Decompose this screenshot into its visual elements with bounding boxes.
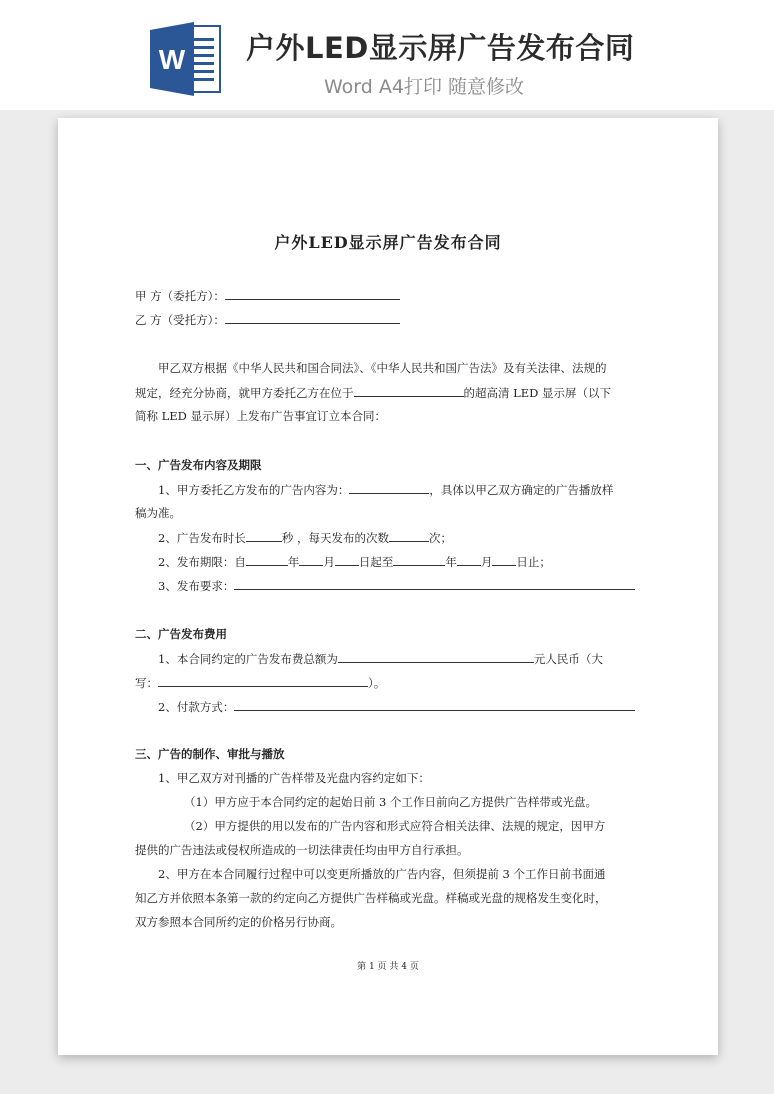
end-year-blank[interactable] — [393, 553, 445, 566]
times-blank[interactable] — [389, 529, 429, 542]
intro-line-2 — [135, 384, 611, 401]
duration-blank[interactable] — [246, 529, 282, 542]
s2-item1-close: ）。 — [368, 676, 386, 690]
s1-item3-month: 月 — [323, 555, 335, 569]
word-document-icon — [150, 22, 222, 96]
section-3-sub-2: （2）甲方提供的用以发布的广告内容和形式应符合相关法律、法规的规定，因甲方 — [184, 819, 606, 833]
fee-capital-blank[interactable] — [158, 674, 368, 687]
section-3-heading: 三、广告的制作、审批与播放 — [135, 747, 285, 761]
section-2-item-1 — [158, 650, 603, 667]
intro-line-2-text: 规定，经充分协商，就甲方委托乙方在位于 — [135, 386, 354, 400]
intro-line-3: 简称 LED 显示屏）上发布广告事宜订立本合同： — [135, 409, 387, 423]
start-month-blank[interactable] — [299, 553, 323, 566]
s2-item2-text: 2、付款方式： — [158, 700, 235, 714]
section-3-item-1: 1、甲乙双方对刊播的广告样带及光盘内容约定如下： — [158, 771, 430, 785]
section-3-item-2-cont-1: 知乙方并依照本条第一款的约定向乙方提供广告样稿或光盘。样稿或光盘的规格发生变化时， — [135, 891, 607, 905]
s1-item3-to: 日起至 — [358, 555, 394, 569]
ad-content-blank[interactable] — [349, 481, 429, 494]
s2-item1-tail: 元人民币（大 — [533, 652, 603, 666]
s1-item1-text: 1、甲方委托乙方发布的广告内容为： — [158, 483, 350, 497]
section-1-item-2 — [158, 529, 452, 546]
banner — [0, 0, 774, 110]
end-month-blank[interactable] — [457, 553, 481, 566]
end-day-blank[interactable] — [492, 553, 516, 566]
intro-line-1: 甲乙双方根据《中华人民共和国合同法》、《中华人民共和国广告法》及有关法律、法规的 — [158, 361, 607, 375]
word-icon-letter: W — [158, 44, 186, 75]
party-a-line — [135, 287, 400, 304]
intro-line-2-tail: 的超高清 LED 显示屏（以下 — [463, 386, 612, 400]
party-b-line — [135, 311, 400, 328]
section-2-item-2 — [158, 698, 635, 715]
section-3-item-2-cont-2: 双方参照本合同所约定的价格另行协商。 — [135, 915, 342, 929]
s2-item1-text: 1、本合同约定的广告发布费总额为 — [158, 652, 338, 666]
s1-item4-text: 3、发布要求： — [158, 579, 235, 593]
s1-item2-tail: 次； — [428, 531, 452, 545]
s1-item2-text: 2、广告发布时长 — [158, 531, 246, 545]
banner-subtitle: Word A4打印 随意修改 — [324, 76, 525, 98]
party-b-blank[interactable] — [225, 311, 400, 324]
s1-item3-text: 2、发布期限：自 — [158, 555, 246, 569]
section-1-item-3 — [158, 553, 551, 570]
page-footer: 第 1 页 共 4 页 — [357, 962, 419, 972]
section-3-sub-1: （1）甲方应于本合同约定的起始日前 3 个工作日前向乙方提供广告样带或光盘。 — [184, 795, 597, 809]
section-3-sub-2-cont: 提供的广告违法或侵权所造成的一切法律责任均由甲方自行承担。 — [135, 843, 469, 857]
party-a-label: 甲 方（委托方）： — [135, 289, 225, 303]
section-2-heading: 二、广告发布费用 — [135, 627, 227, 641]
section-3-item-2: 2、甲方在本合同履行过程中可以变更所播放的广告内容，但须提前 3 个工作日前书面通 — [158, 867, 606, 881]
section-1-heading: 一、广告发布内容及期限 — [135, 458, 262, 472]
s1-item3-month2: 月 — [480, 555, 493, 569]
s1-item3-year2: 年 — [445, 555, 457, 569]
s1-item3-tail: 日止； — [516, 555, 551, 569]
requirements-blank[interactable] — [234, 577, 635, 590]
s1-item1-tail: ，具体以甲乙双方确定的广告播放样 — [429, 483, 614, 497]
location-blank[interactable] — [354, 384, 464, 397]
document-page — [58, 118, 718, 1055]
banner-title: 户外LED显示屏广告发布合同 — [246, 31, 635, 65]
party-a-blank[interactable] — [225, 287, 400, 300]
document-title: 户外LED显示屏广告发布合同 — [274, 233, 502, 252]
section-1-item-1 — [158, 481, 613, 498]
section-1-item-1-cont: 稿为准。 — [135, 506, 181, 520]
s1-item3-year: 年 — [287, 555, 300, 569]
s2-item1-write: 写： — [135, 676, 158, 690]
fee-amount-blank[interactable] — [338, 650, 534, 663]
party-b-label: 乙 方（受托方）： — [135, 313, 225, 327]
start-year-blank[interactable] — [246, 553, 288, 566]
section-1-item-4 — [158, 577, 635, 594]
s1-item2-mid: 秒 ，每天发布的次数 — [281, 531, 389, 545]
start-day-blank[interactable] — [335, 553, 359, 566]
payment-method-blank[interactable] — [234, 698, 635, 711]
section-2-item-1-cont — [135, 674, 385, 691]
